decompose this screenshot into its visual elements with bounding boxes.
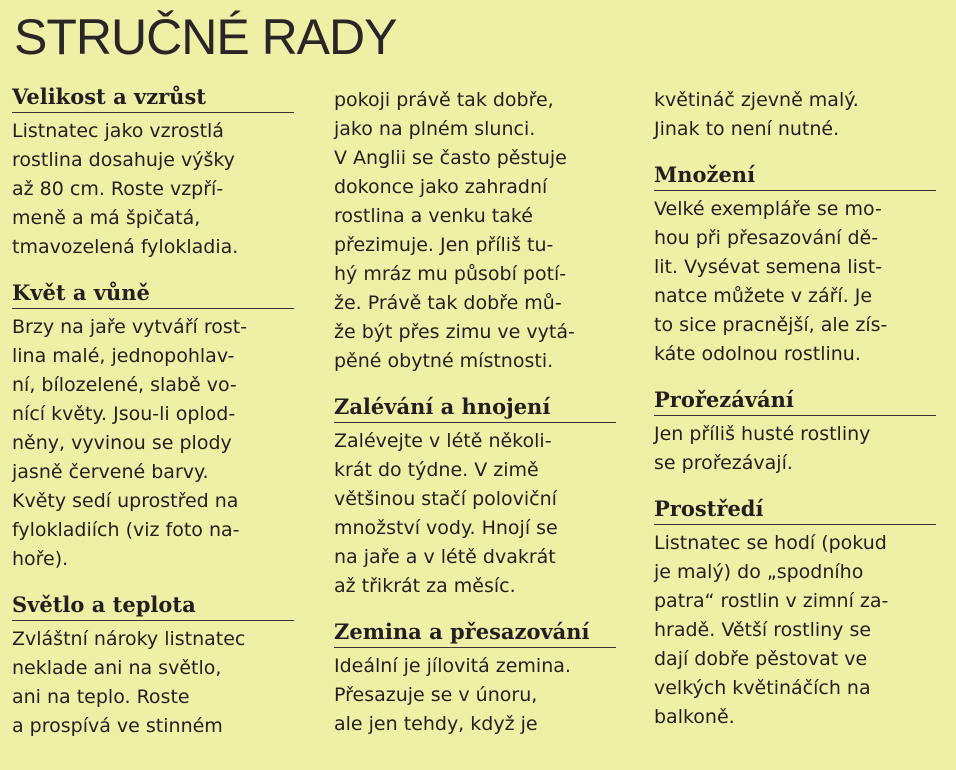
tip-section	[12, 280, 302, 574]
text-line: hou při přesazování dě-	[654, 227, 879, 249]
paragraph	[334, 652, 624, 739]
tip-section	[654, 387, 944, 478]
text-line: tmavozelená fylokladia.	[12, 236, 239, 258]
paragraph	[12, 313, 302, 574]
text-line: se prořezávají.	[654, 452, 793, 474]
text-line: něny, vyvinou se plody	[12, 432, 232, 454]
text-line: rostlina dosahuje výšky	[12, 149, 235, 171]
text-line: lit. Vysévat semena list-	[654, 256, 883, 278]
text-line: patra“ rostlin v zimní za-	[654, 590, 889, 612]
text-line: přezimuje. Jen příliš tu-	[334, 234, 554, 256]
section-heading: Prořezávání	[654, 387, 936, 416]
text-column-3	[654, 80, 944, 750]
paragraph	[654, 86, 944, 144]
section-heading: Světlo a teplota	[12, 592, 294, 621]
text-line: balkoně.	[654, 706, 735, 728]
continued-paragraph	[654, 86, 944, 144]
text-line: meně a má špičatá,	[12, 207, 201, 229]
tip-section	[654, 162, 944, 369]
paragraph	[334, 86, 624, 376]
text-line: ní, bílozelené, slabě vo-	[12, 374, 237, 396]
text-line: Listnatec se hodí (pokud	[654, 532, 887, 554]
text-line: Zalévejte v létě několi-	[334, 430, 552, 452]
text-line: neklade ani na světlo,	[12, 657, 222, 679]
paragraph	[12, 117, 302, 262]
tip-section	[12, 592, 302, 741]
tip-section	[334, 394, 624, 601]
text-line: dají dobře pěstovat ve	[654, 648, 868, 670]
page-title: STRUČNÉ RADY	[14, 9, 397, 65]
text-line: a prospívá ve stinném	[12, 715, 223, 737]
text-line: Zvláštní nároky listnatec	[12, 628, 246, 650]
text-line: nící květy. Jsou-li oplod-	[12, 403, 236, 425]
text-line: až 80 cm. Roste vzpří-	[12, 178, 224, 200]
section-heading: Květ a vůně	[12, 280, 294, 309]
text-line: květináč zjevně malý.	[654, 89, 859, 111]
text-line: velkých květináčích na	[654, 677, 871, 699]
text-line: hoře).	[12, 548, 69, 570]
tip-section	[334, 619, 624, 739]
text-line: Velké exempláře se mo-	[654, 198, 882, 220]
text-line: hradě. Větší rostliny se	[654, 619, 872, 641]
section-heading: Prostředí	[654, 496, 936, 525]
text-line: Brzy na jaře vytváří rost-	[12, 316, 248, 338]
text-line: je malý) do „spodního	[654, 561, 864, 583]
section-heading: Zemina a přesazování	[334, 619, 616, 648]
section-heading: Množení	[654, 162, 936, 191]
text-line: Ideální je jílovitá zemina.	[334, 655, 571, 677]
text-line: to sice pracnější, ale zís-	[654, 314, 888, 336]
tip-section	[654, 496, 944, 732]
text-line: Listnatec jako vzrostlá	[12, 120, 224, 142]
text-line: že být přes zimu ve vytá-	[334, 321, 575, 343]
text-column-1	[12, 80, 302, 759]
text-line: Přesazuje se v únoru,	[334, 684, 538, 706]
text-line: až třikrát za měsíc.	[334, 575, 516, 597]
tip-section	[12, 84, 302, 262]
text-line: jako na plném slunci.	[334, 118, 536, 140]
text-line: natce můžete v září. Je	[654, 285, 873, 307]
text-line: pokoji právě tak dobře,	[334, 89, 554, 111]
paragraph	[12, 625, 302, 741]
text-line: Jen příliš husté rostliny	[654, 423, 871, 445]
text-line: káte odolnou rostlinu.	[654, 343, 861, 365]
text-line: pěné obytné místnosti.	[334, 350, 554, 372]
text-line: jasně červené barvy.	[12, 461, 209, 483]
section-heading: Zalévání a hnojení	[334, 394, 616, 423]
text-line: rostlina a venku také	[334, 205, 533, 227]
section-heading: Velikost a vzrůst	[12, 84, 294, 113]
text-line: hý mráz mu působí potí-	[334, 263, 567, 285]
text-line: krát do týdne. V zimě	[334, 459, 539, 481]
paragraph	[654, 420, 944, 478]
text-line: množství vody. Hnojí se	[334, 517, 558, 539]
text-line: V Anglii se často pěstuje	[334, 147, 567, 169]
text-line: Květy sedí uprostřed na	[12, 490, 239, 512]
text-line: že. Právě tak dobře mů-	[334, 292, 562, 314]
text-line: ale jen tehdy, když je	[334, 713, 538, 735]
text-line: lina malé, jednopohlav-	[12, 345, 235, 367]
text-line: Jinak to není nutné.	[654, 118, 840, 140]
text-line: ani na teplo. Roste	[12, 686, 190, 708]
text-column-2	[334, 80, 624, 757]
paragraph	[654, 529, 944, 732]
paragraph	[654, 195, 944, 369]
text-line: na jaře a v létě dvakrát	[334, 546, 556, 568]
text-line: dokonce jako zahradní	[334, 176, 548, 198]
text-line: většinou stačí poloviční	[334, 488, 557, 510]
continued-paragraph	[334, 86, 624, 376]
text-line: fylokladiích (viz foto na-	[12, 519, 240, 541]
paragraph	[334, 427, 624, 601]
